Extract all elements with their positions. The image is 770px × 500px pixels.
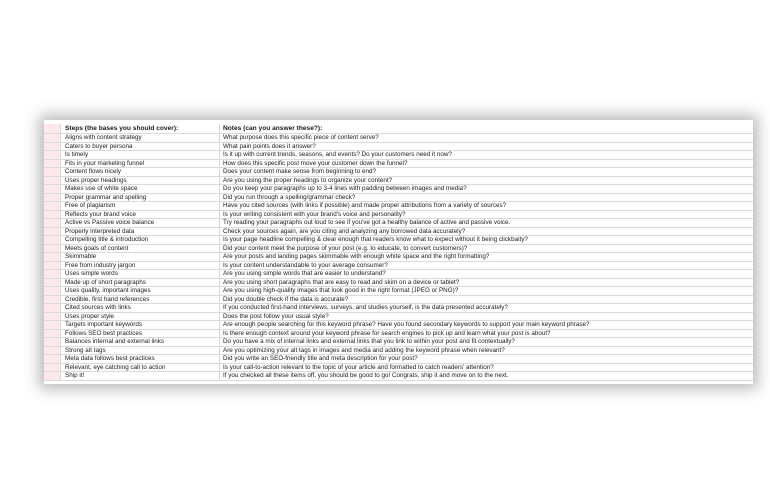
checkbox-cell[interactable]: [44, 270, 61, 278]
step-cell[interactable]: Compelling title & introduction: [65, 236, 220, 244]
table-row: [44, 364, 753, 373]
note-cell[interactable]: Is your writing consistent with your brand's voice and personality?: [223, 210, 406, 218]
step-cell[interactable]: Free of plagiarism: [65, 202, 220, 210]
step-cell[interactable]: Made up of short paragraphs: [65, 279, 220, 287]
note-cell[interactable]: Are you using the proper headings to organize your content?: [223, 176, 393, 184]
table-row: [44, 347, 753, 356]
step-cell[interactable]: Active vs Passive voice balance: [65, 219, 220, 227]
table-row: [44, 262, 753, 271]
table-body: [44, 134, 753, 381]
checkbox-cell[interactable]: [44, 287, 61, 295]
note-cell[interactable]: Does your content make sense from beginning to end?: [223, 168, 376, 175]
step-cell[interactable]: Caters to buyer persona: [65, 143, 220, 151]
note-cell[interactable]: Are you using simple words that are easier to understand?: [223, 270, 386, 277]
table-row: [44, 296, 753, 305]
note-cell[interactable]: Is there enough context around your keyword phrase for search engines to pick up and learn what your post is about?: [223, 329, 551, 337]
note-cell[interactable]: What purpose does this specific piece of content serve?: [223, 134, 379, 141]
table-row: [44, 202, 753, 211]
checkbox-cell[interactable]: [44, 364, 61, 372]
table-row: [44, 236, 753, 245]
step-cell[interactable]: Aligns with content strategy: [65, 134, 220, 142]
step-cell[interactable]: Cited sources with links: [65, 304, 220, 312]
note-cell[interactable]: Do you keep your paragraphs up to 3-4 lines with padding between images and media?: [223, 185, 467, 192]
table-row: [44, 270, 753, 279]
note-cell[interactable]: Check your sources again, are you citing and analyzing any borrowed data accurately?: [223, 227, 466, 235]
step-cell[interactable]: Makes use of white space: [65, 185, 220, 193]
table-row: [44, 355, 753, 364]
step-cell[interactable]: Reflects your brand voice: [65, 211, 220, 219]
table-row: [44, 372, 753, 381]
step-cell[interactable]: Credible, first hand references: [65, 296, 220, 304]
step-cell[interactable]: Relevant, eye catching call to action: [65, 364, 220, 372]
step-cell[interactable]: Strong alt tags: [65, 347, 220, 355]
checkbox-cell[interactable]: [44, 185, 61, 193]
checkbox-cell[interactable]: [44, 372, 61, 380]
note-cell[interactable]: Is it up with current trends, seasons, and events? Do your customers need it now?: [223, 151, 452, 158]
table-row: [44, 151, 753, 160]
table-row: [44, 304, 753, 313]
step-cell[interactable]: Follows SEO best practices: [65, 330, 220, 338]
checkbox-cell[interactable]: [44, 279, 61, 287]
note-cell[interactable]: Are enough people searching for this keyword phrase? Have you found secondary keywords to support your main keyword phrase?: [223, 321, 590, 328]
note-cell[interactable]: How does this specific post move your customer down the funnel?: [223, 159, 408, 167]
checkbox-cell[interactable]: [44, 330, 61, 338]
note-cell[interactable]: Are you using short paragraphs that are easy to read and skim on a device or tablet?: [223, 278, 460, 286]
checkbox-cell[interactable]: [44, 177, 61, 185]
checkbox-cell[interactable]: [44, 313, 61, 321]
checkbox-cell[interactable]: [44, 228, 61, 236]
table-row: [44, 245, 753, 254]
table-row: [44, 253, 753, 262]
checkbox-cell[interactable]: [44, 168, 61, 176]
checkbox-cell[interactable]: [44, 321, 61, 329]
table-row: [44, 313, 753, 322]
note-cell[interactable]: Did you write an SEO-friendly title and meta description for your post?: [223, 355, 418, 362]
note-cell[interactable]: Is your page headline compelling & clear enough that readers know what to expect without it being clickbaity?: [223, 236, 528, 243]
note-cell[interactable]: Do you have a mix of internal links and external links that you link to within your post and fit contextually?: [223, 338, 515, 345]
note-cell[interactable]: Try reading your paragraphs out loud to see if you've got a healthy balance of active and passive voice.: [223, 219, 511, 226]
checkbox-cell[interactable]: [44, 219, 61, 227]
step-cell[interactable]: Uses quality, important images: [65, 287, 220, 295]
note-cell[interactable]: If you checked all these items off, you should be good to go! Congrats, ship it and move on to the next.: [223, 372, 509, 379]
table-row: [44, 185, 753, 194]
checklist-table: [44, 124, 753, 381]
checkbox-cell[interactable]: [44, 151, 61, 159]
step-cell[interactable]: Is timely: [65, 151, 220, 159]
table-row: [44, 287, 753, 296]
checklist-spreadsheet: [44, 120, 753, 384]
checkbox-cell[interactable]: [44, 134, 61, 142]
note-cell[interactable]: Is your content understandable to your average consumer?: [223, 261, 388, 269]
table-row: [44, 321, 753, 330]
checkbox-cell[interactable]: [44, 160, 61, 168]
step-cell[interactable]: Content flows nicely: [65, 168, 220, 176]
checkbox-cell[interactable]: [44, 202, 61, 210]
step-cell[interactable]: Meta data follows best practices: [65, 355, 220, 363]
checkbox-cell[interactable]: [44, 355, 61, 363]
checkbox-cell[interactable]: [44, 338, 61, 346]
note-cell[interactable]: Does the post follow your usual style?: [223, 312, 329, 320]
table-row: [44, 330, 753, 339]
note-cell[interactable]: Are you optimizing your alt tags in images and media and adding the keyword phrase when relevant?: [223, 346, 505, 354]
note-cell[interactable]: Have you cited sources (with links if possible) and made proper attributions from a variety of sources?: [223, 202, 507, 209]
step-cell[interactable]: Targets important keywords: [65, 321, 220, 329]
checkbox-cell[interactable]: [44, 236, 61, 244]
step-cell[interactable]: Fits in your marketing funnel: [65, 160, 220, 168]
table-row: [44, 160, 753, 169]
checkbox-cell[interactable]: [44, 347, 61, 355]
checkbox-cell[interactable]: [44, 211, 61, 219]
note-cell[interactable]: Are your posts and landing pages skimmable with enough white space and the right formatting?: [223, 253, 490, 260]
checkbox-cell[interactable]: [44, 143, 61, 151]
checkbox-cell[interactable]: [44, 245, 61, 253]
step-cell[interactable]: Uses proper style: [65, 313, 220, 321]
checkbox-cell[interactable]: [44, 304, 61, 312]
checkbox-cell[interactable]: [44, 194, 61, 202]
note-cell[interactable]: Is your call-to-action relevant to the topic of your article and formatted to catch readers' attention?: [223, 363, 494, 371]
step-cell[interactable]: Free from industry jargon: [65, 262, 220, 270]
step-cell[interactable]: Ship it!: [65, 372, 220, 380]
step-cell[interactable]: Uses proper headings: [65, 177, 220, 185]
table-row: [44, 177, 753, 186]
table-row: [44, 279, 753, 288]
note-cell[interactable]: What pain points does it answer?: [223, 142, 316, 150]
checkbox-cell[interactable]: [44, 253, 61, 261]
table-row: [44, 211, 753, 220]
note-cell[interactable]: Did you double check if the data is accurate?: [223, 295, 349, 303]
note-cell[interactable]: If you conducted first-hand interviews, surveys, and studies yourself, is the data presented accurately?: [223, 304, 508, 311]
note-cell[interactable]: Are you using high-quality images that look good in the right format (JPEG or PNG)?: [223, 287, 459, 294]
step-cell[interactable]: Uses simple words: [65, 270, 220, 278]
table-row: [44, 134, 753, 143]
table-row: [44, 168, 753, 177]
step-cell[interactable]: Properly interpreted data: [65, 228, 220, 236]
checkbox-column-header: [44, 124, 61, 133]
step-cell[interactable]: Balances internal and external links: [65, 338, 220, 346]
table-row: [44, 143, 753, 152]
table-row: [44, 228, 753, 237]
note-cell[interactable]: Did you run through a spelling/grammar check?: [223, 193, 356, 201]
note-cell[interactable]: Did your content meet the purpose of your post (e.g. to educate, to convert customers)?: [223, 244, 468, 252]
table-row: [44, 194, 753, 203]
step-cell[interactable]: Proper grammar and spelling: [65, 194, 220, 202]
steps-column-header: Steps (the bases you should cover):: [65, 124, 220, 133]
step-cell[interactable]: Skimmable: [65, 253, 220, 261]
table-row: [44, 219, 753, 228]
step-cell[interactable]: Meets goals of content: [65, 245, 220, 253]
table-header-row: [44, 124, 753, 134]
checkbox-cell[interactable]: [44, 262, 61, 270]
notes-column-header: Notes (can you answer these?):: [223, 125, 323, 132]
table-row: [44, 338, 753, 347]
checkbox-cell[interactable]: [44, 296, 61, 304]
